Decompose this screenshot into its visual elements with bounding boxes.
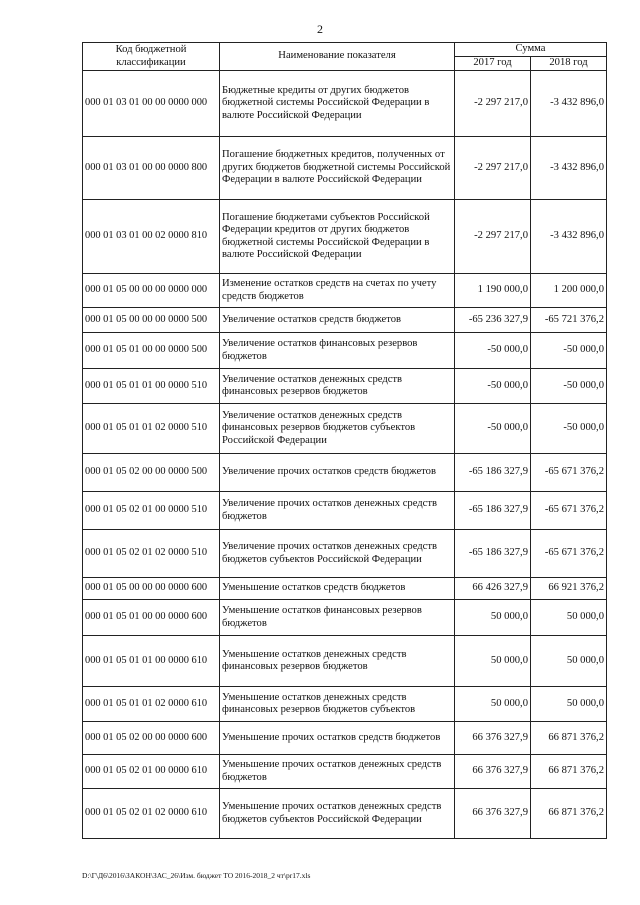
row-name: Уменьшение прочих остатков средств бюджетов (220, 722, 455, 755)
row-2017: -50 000,0 (455, 404, 531, 454)
table-row (83, 722, 607, 755)
row-code: 000 01 05 02 01 00 0000 510 (83, 492, 220, 530)
row-2018: 50 000,0 (531, 636, 607, 687)
table-row (83, 404, 607, 454)
row-name: Увеличение прочих остатков денежных средств бюджетов субъектов Российской Федерации (220, 530, 455, 578)
row-2017: -2 297 217,0 (455, 137, 531, 200)
row-name: Увеличение остатков денежных средств финансовых резервов бюджетов (220, 369, 455, 404)
table-row (83, 492, 607, 530)
row-code: 000 01 05 02 00 00 0000 600 (83, 722, 220, 755)
row-2018: 50 000,0 (531, 687, 607, 722)
table-row (83, 137, 607, 200)
row-name: Уменьшение остатков средств бюджетов (220, 578, 455, 600)
row-2017: 1 190 000,0 (455, 274, 531, 308)
row-2018: -3 432 896,0 (531, 137, 607, 200)
row-code: 000 01 05 00 00 00 0000 500 (83, 308, 220, 333)
row-name: Увеличение остатков денежных средств финансовых резервов бюджетов субъектов Российской Федерации (220, 404, 455, 454)
header-code: Код бюджетной классификации (83, 43, 220, 71)
row-name: Увеличение остатков средств бюджетов (220, 308, 455, 333)
row-2017: -65 186 327,9 (455, 454, 531, 492)
row-name: Увеличение остатков финансовых резервов бюджетов (220, 333, 455, 369)
row-2017: -50 000,0 (455, 333, 531, 369)
row-2018: -65 671 376,2 (531, 492, 607, 530)
row-name: Уменьшение прочих остатков денежных средств бюджетов (220, 755, 455, 789)
table-row (83, 333, 607, 369)
row-2018: 66 871 376,2 (531, 755, 607, 789)
row-code: 000 01 05 02 01 02 0000 610 (83, 789, 220, 839)
row-2018: 66 871 376,2 (531, 789, 607, 839)
row-name: Уменьшение остатков денежных средств финансовых резервов бюджетов (220, 636, 455, 687)
row-code: 000 01 05 01 00 00 0000 600 (83, 600, 220, 636)
table-row (83, 755, 607, 789)
header-year-2018: 2018 год (531, 57, 607, 71)
row-name: Погашение бюджетами субъектов Российской Федерации кредитов от других бюджетов бюджетной системы Российской Федерации в валюте Российской Федерации (220, 200, 455, 274)
page-number: 2 (317, 22, 323, 36)
row-name: Уменьшение остатков финансовых резервов бюджетов (220, 600, 455, 636)
header-sum: Сумма (455, 43, 607, 57)
row-code: 000 01 03 01 00 02 0000 810 (83, 200, 220, 274)
row-2018: -50 000,0 (531, 369, 607, 404)
row-2017: 50 000,0 (455, 636, 531, 687)
row-name: Увеличение прочих остатков денежных средств бюджетов (220, 492, 455, 530)
row-2017: -2 297 217,0 (455, 71, 531, 137)
row-2018: -50 000,0 (531, 404, 607, 454)
row-code: 000 01 05 00 00 00 0000 000 (83, 274, 220, 308)
row-2017: 66 376 327,9 (455, 722, 531, 755)
row-2017: 50 000,0 (455, 687, 531, 722)
table-row (83, 454, 607, 492)
header-year-2017: 2017 год (455, 57, 531, 71)
row-code: 000 01 05 01 01 00 0000 610 (83, 636, 220, 687)
row-code: 000 01 05 01 01 00 0000 510 (83, 369, 220, 404)
row-2018: -65 721 376,2 (531, 308, 607, 333)
row-2018: 66 871 376,2 (531, 722, 607, 755)
table-row (83, 308, 607, 333)
row-name: Уменьшение остатков денежных средств финансовых резервов бюджетов субъектов (220, 687, 455, 722)
header-name: Наименование показателя (220, 43, 455, 71)
row-2017: -50 000,0 (455, 369, 531, 404)
table-row (83, 687, 607, 722)
table-body (83, 71, 607, 839)
table-row (83, 636, 607, 687)
row-name: Погашение бюджетных кредитов, полученных от других бюджетов бюджетной системы Российской Федерации в валюте Российской Федерации (220, 137, 455, 200)
row-name: Уменьшение прочих остатков денежных средств бюджетов субъектов Российской Федерации (220, 789, 455, 839)
row-2017: 66 376 327,9 (455, 789, 531, 839)
row-name: Увеличение прочих остатков средств бюджетов (220, 454, 455, 492)
table-row (83, 789, 607, 839)
row-2017: 66 376 327,9 (455, 755, 531, 789)
budget-table (82, 42, 607, 839)
row-2017: 66 426 327,9 (455, 578, 531, 600)
row-code: 000 01 05 02 00 00 0000 500 (83, 454, 220, 492)
row-code: 000 01 05 01 01 02 0000 610 (83, 687, 220, 722)
row-code: 000 01 05 01 01 02 0000 510 (83, 404, 220, 454)
table-row (83, 530, 607, 578)
row-2017: 50 000,0 (455, 600, 531, 636)
row-2017: -2 297 217,0 (455, 200, 531, 274)
row-code: 000 01 05 02 01 02 0000 510 (83, 530, 220, 578)
table-row (83, 200, 607, 274)
row-2018: 50 000,0 (531, 600, 607, 636)
table-row (83, 369, 607, 404)
table-row (83, 600, 607, 636)
table-row (83, 274, 607, 308)
row-2018: 66 921 376,2 (531, 578, 607, 600)
row-2018: -50 000,0 (531, 333, 607, 369)
row-code: 000 01 05 00 00 00 0000 600 (83, 578, 220, 600)
row-2018: -65 671 376,2 (531, 454, 607, 492)
row-code: 000 01 03 01 00 00 0000 000 (83, 71, 220, 137)
table-row (83, 71, 607, 137)
row-2018: 1 200 000,0 (531, 274, 607, 308)
row-code: 000 01 05 02 01 00 0000 610 (83, 755, 220, 789)
row-2018: -3 432 896,0 (531, 71, 607, 137)
row-code: 000 01 05 01 00 00 0000 500 (83, 333, 220, 369)
file-path-footer: D:\Г\Д6\2016\ЗАКОН\ЗАС_26\Изм. бюджет ТО 2016-2018_2 чт\pr17.xls (82, 871, 311, 880)
row-code: 000 01 03 01 00 00 0000 800 (83, 137, 220, 200)
row-2017: -65 236 327,9 (455, 308, 531, 333)
row-2018: -65 671 376,2 (531, 530, 607, 578)
row-2018: -3 432 896,0 (531, 200, 607, 274)
row-2017: -65 186 327,9 (455, 492, 531, 530)
row-2017: -65 186 327,9 (455, 530, 531, 578)
row-name: Изменение остатков средств на счетах по учету средств бюджетов (220, 274, 455, 308)
row-name: Бюджетные кредиты от других бюджетов бюджетной системы Российской Федерации в валюте Российской Федерации (220, 71, 455, 137)
table-row (83, 578, 607, 600)
